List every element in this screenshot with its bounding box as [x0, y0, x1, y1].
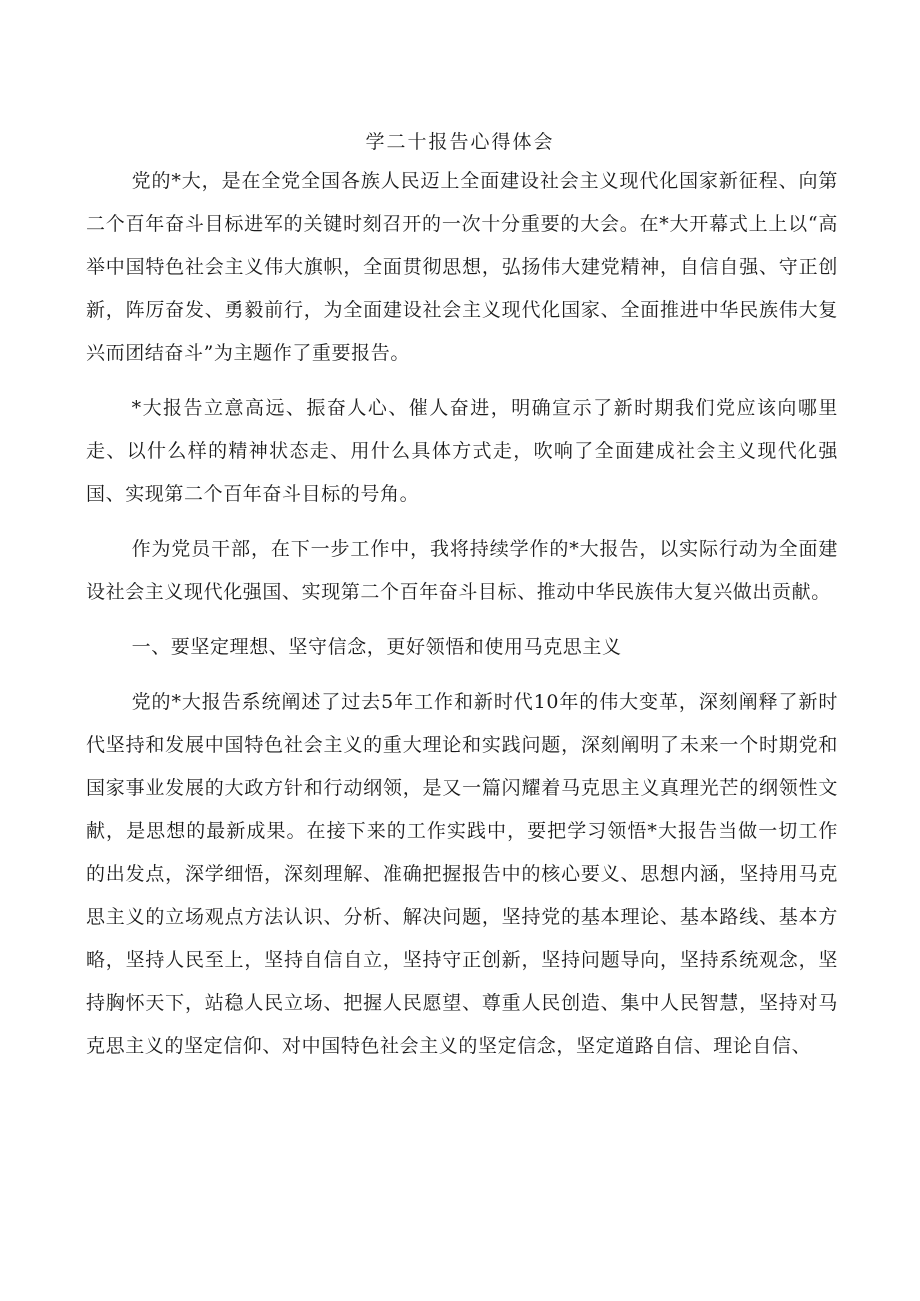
paragraph-intro: 党的*大，是在全党全国各族人民迈上全面建设社会主义现代化国家新征程、向第二个百年奋斗目标进军的关键时刻召开的一次十分重要的大会。在*大开幕式上上以“高举中国特色社会主义伟大旗帜，全面贯彻思想，弘扬伟大建党精神，自信自强、守正创新，阵厉奋发、勇毅前行，为全面建设社会主义现代化国家、全面推进中华民族伟大复兴而团结奋斗”为主题作了重要报告。 — [86, 170, 838, 364]
document-title: 学二十报告心得体会 — [365, 131, 555, 153]
document-body — [86, 160, 838, 1080]
paragraph-personal-commitment: 作为党员干部，在下一步工作中，我将持续学作的*大报告，以实际行动为全面建设社会主义现代化强国、实现第二个百年奋斗目标、推动中华民族伟大复兴做出贡献。 — [86, 538, 838, 603]
paragraph-report-significance: *大报告立意高远、振奋人心、催人奋进，明确宣示了新时期我们党应该向哪里走、以什么样的精神状态走、用什么具体方式走，吹响了全面建成社会主义现代化强国、实现第二个百年奋斗目标的号角。 — [86, 397, 838, 505]
section-heading-1: 一、要坚定理想、坚守信念，更好领悟和使用马克思主义 — [131, 636, 622, 658]
paragraph-section-1-body: 党的*大报告系统阐述了过去5年工作和新时代10年的伟大变革，深刻阐释了新时代坚持和发展中国特色社会主义的重大理论和实践问题，深刻阐明了未来一个时期党和国家事业发展的大政方针和行动纲领，是又一篇闪耀着马克思主义真理光芒的纲领性文献，是思想的最新成果。在接下来的工作实践中，要把学习领悟*大报告当做一切工作的出发点，深学细悟，深刻理解、准确把握报告中的核心要义、思想内涵，坚持用马克思主义的立场观点方法认识、分析、解决问题，坚持党的基本理论、基本路线、基本方略，坚持人民至上，坚持自信自立，坚持守正创新，坚持问题导向，坚持系统观念，坚持胸怀天下，站稳人民立场、把握人民愿望、尊重人民创造、集中人民智慧，坚持对马克思主义的坚定信仰、对中国特色社会主义的坚定信念，坚定道路自信、理论自信、 — [86, 691, 838, 1057]
